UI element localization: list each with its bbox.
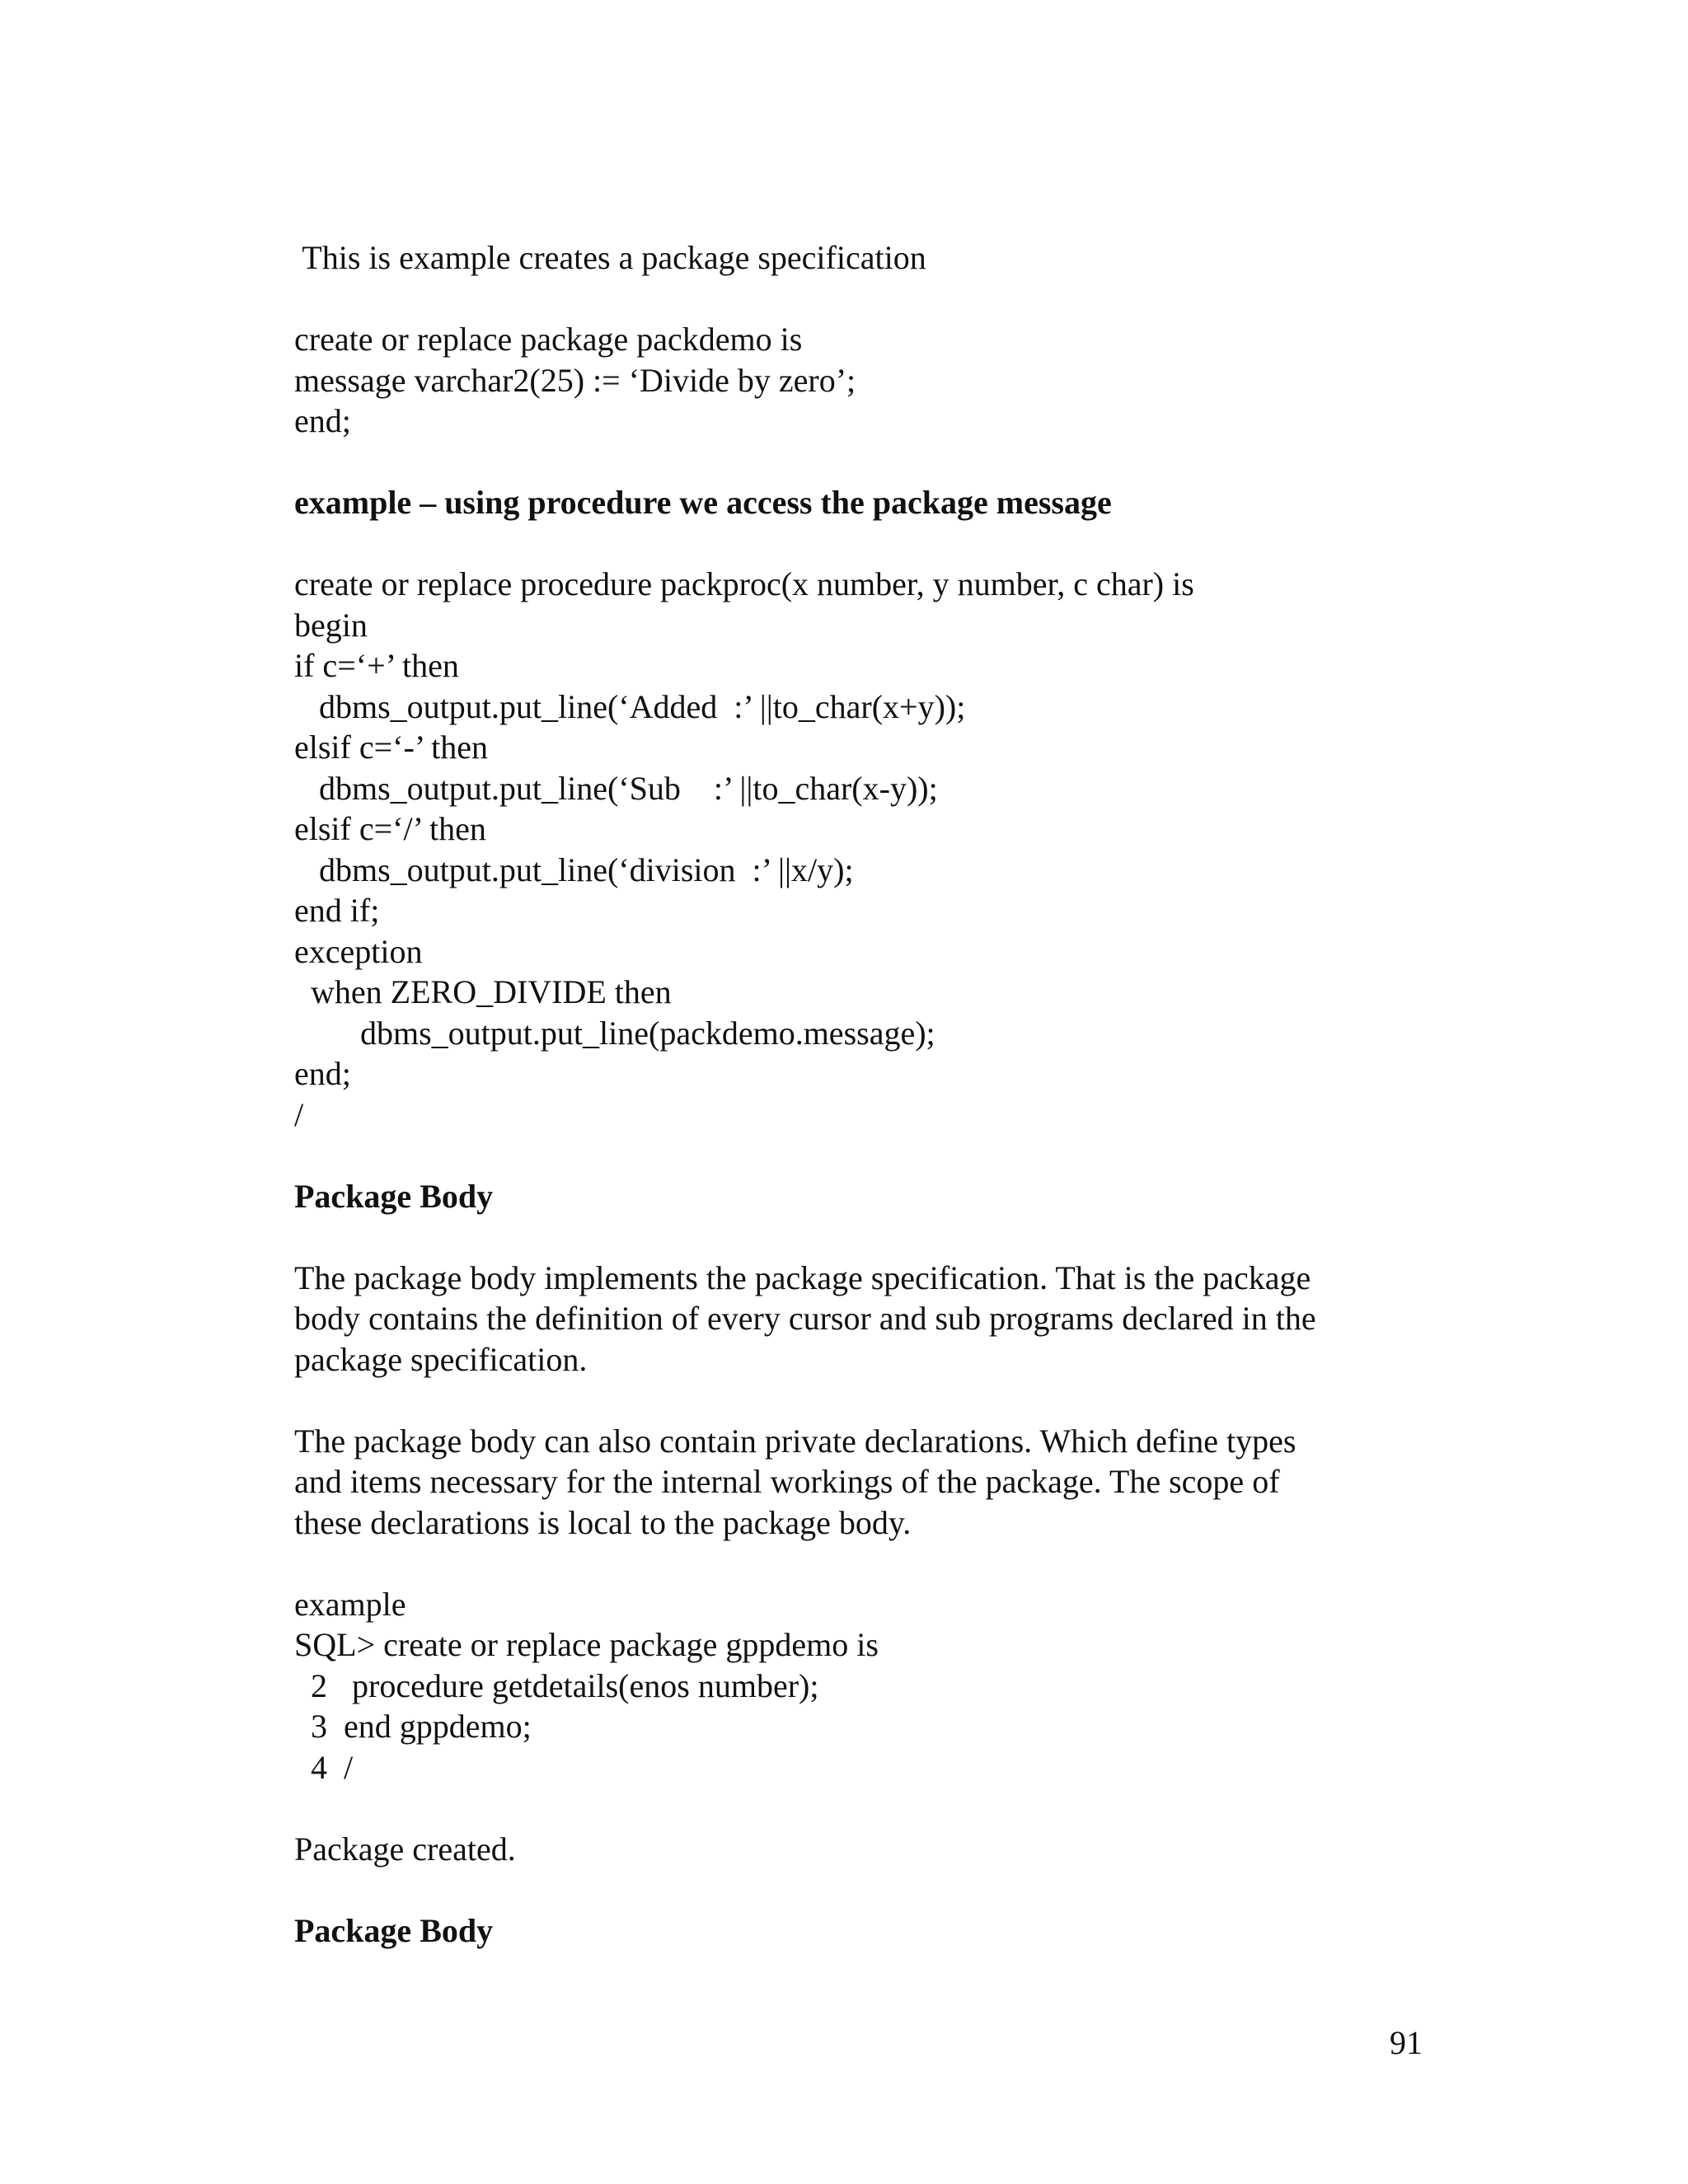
spacer — [294, 1869, 1465, 1910]
paragraph-private-declarations — [294, 1421, 1465, 1544]
code-line: message varchar2(25) := ‘Divide by zero’; — [294, 361, 856, 399]
code-line: end; — [294, 402, 351, 439]
spacer — [294, 1788, 1465, 1829]
procedure-code-block — [294, 564, 1465, 1135]
page-number: 91 — [1390, 2024, 1423, 2061]
paragraph-line: The package body can also contain private declarations. Which define types — [294, 1422, 1296, 1460]
code-line: dbms_output.put_line(‘Sub :’ ||to_char(x-y)); — [294, 769, 938, 807]
paragraph-package-body-intro — [294, 1258, 1465, 1380]
spacer — [294, 1216, 1465, 1258]
paragraph-line: package specification. — [294, 1340, 588, 1378]
code-line: end; — [294, 1055, 351, 1092]
paragraph-line: and items necessary for the internal workings of the package. The scope of — [294, 1463, 1280, 1500]
code-line: dbms_output.put_line(‘division :’ ||x/y); — [294, 851, 854, 888]
code-line: elsif c=‘/’ then — [294, 810, 486, 847]
example-heading: example – using procedure we access the package message — [294, 484, 1112, 521]
code-line: 4 / — [294, 1748, 354, 1786]
code-line: SQL> create or replace package gppdemo is — [294, 1626, 879, 1663]
package-created-message: Package created. — [294, 1830, 516, 1868]
paragraph-line: these declarations is local to the package body. — [294, 1503, 912, 1541]
code-line: 3 end gppdemo; — [294, 1708, 532, 1745]
section-heading-package-body-2: Package Body — [294, 1911, 494, 1949]
code-line: end if; — [294, 892, 380, 929]
spec-code-block — [294, 319, 1465, 442]
spacer — [294, 1380, 1465, 1421]
paragraph-line: The package body implements the package specification. That is the package — [294, 1258, 1311, 1296]
code-line: dbms_output.put_line(‘Added :’ ||to_char(x+y)); — [294, 687, 966, 725]
code-line: exception — [294, 932, 423, 970]
sql-example-block — [294, 1584, 1465, 1788]
intro-line: This is example creates a package specification — [294, 239, 926, 276]
spacer — [294, 279, 1465, 320]
code-line: begin — [294, 606, 368, 644]
section-heading-package-body: Package Body — [294, 1177, 494, 1215]
code-line: create or replace package packdemo is — [294, 321, 803, 358]
spacer — [294, 1135, 1465, 1176]
page-content — [294, 237, 1465, 1951]
code-line: create or replace procedure packproc(x number, y number, c char) is — [294, 565, 1194, 602]
code-line: 2 procedure getdetails(enos number); — [294, 1666, 819, 1704]
spacer — [294, 523, 1465, 565]
code-line: elsif c=‘-’ then — [294, 729, 489, 766]
code-line: when ZERO_DIVIDE then — [294, 973, 672, 1010]
spacer — [294, 1543, 1465, 1584]
code-line: dbms_output.put_line(packdemo.message); — [294, 1014, 935, 1052]
paragraph-line: body contains the definition of every cursor and sub programs declared in the — [294, 1300, 1316, 1337]
spacer — [294, 442, 1465, 483]
code-line: example — [294, 1585, 406, 1623]
code-line: if c=‘+’ then — [294, 647, 459, 684]
code-line: / — [294, 1095, 304, 1133]
